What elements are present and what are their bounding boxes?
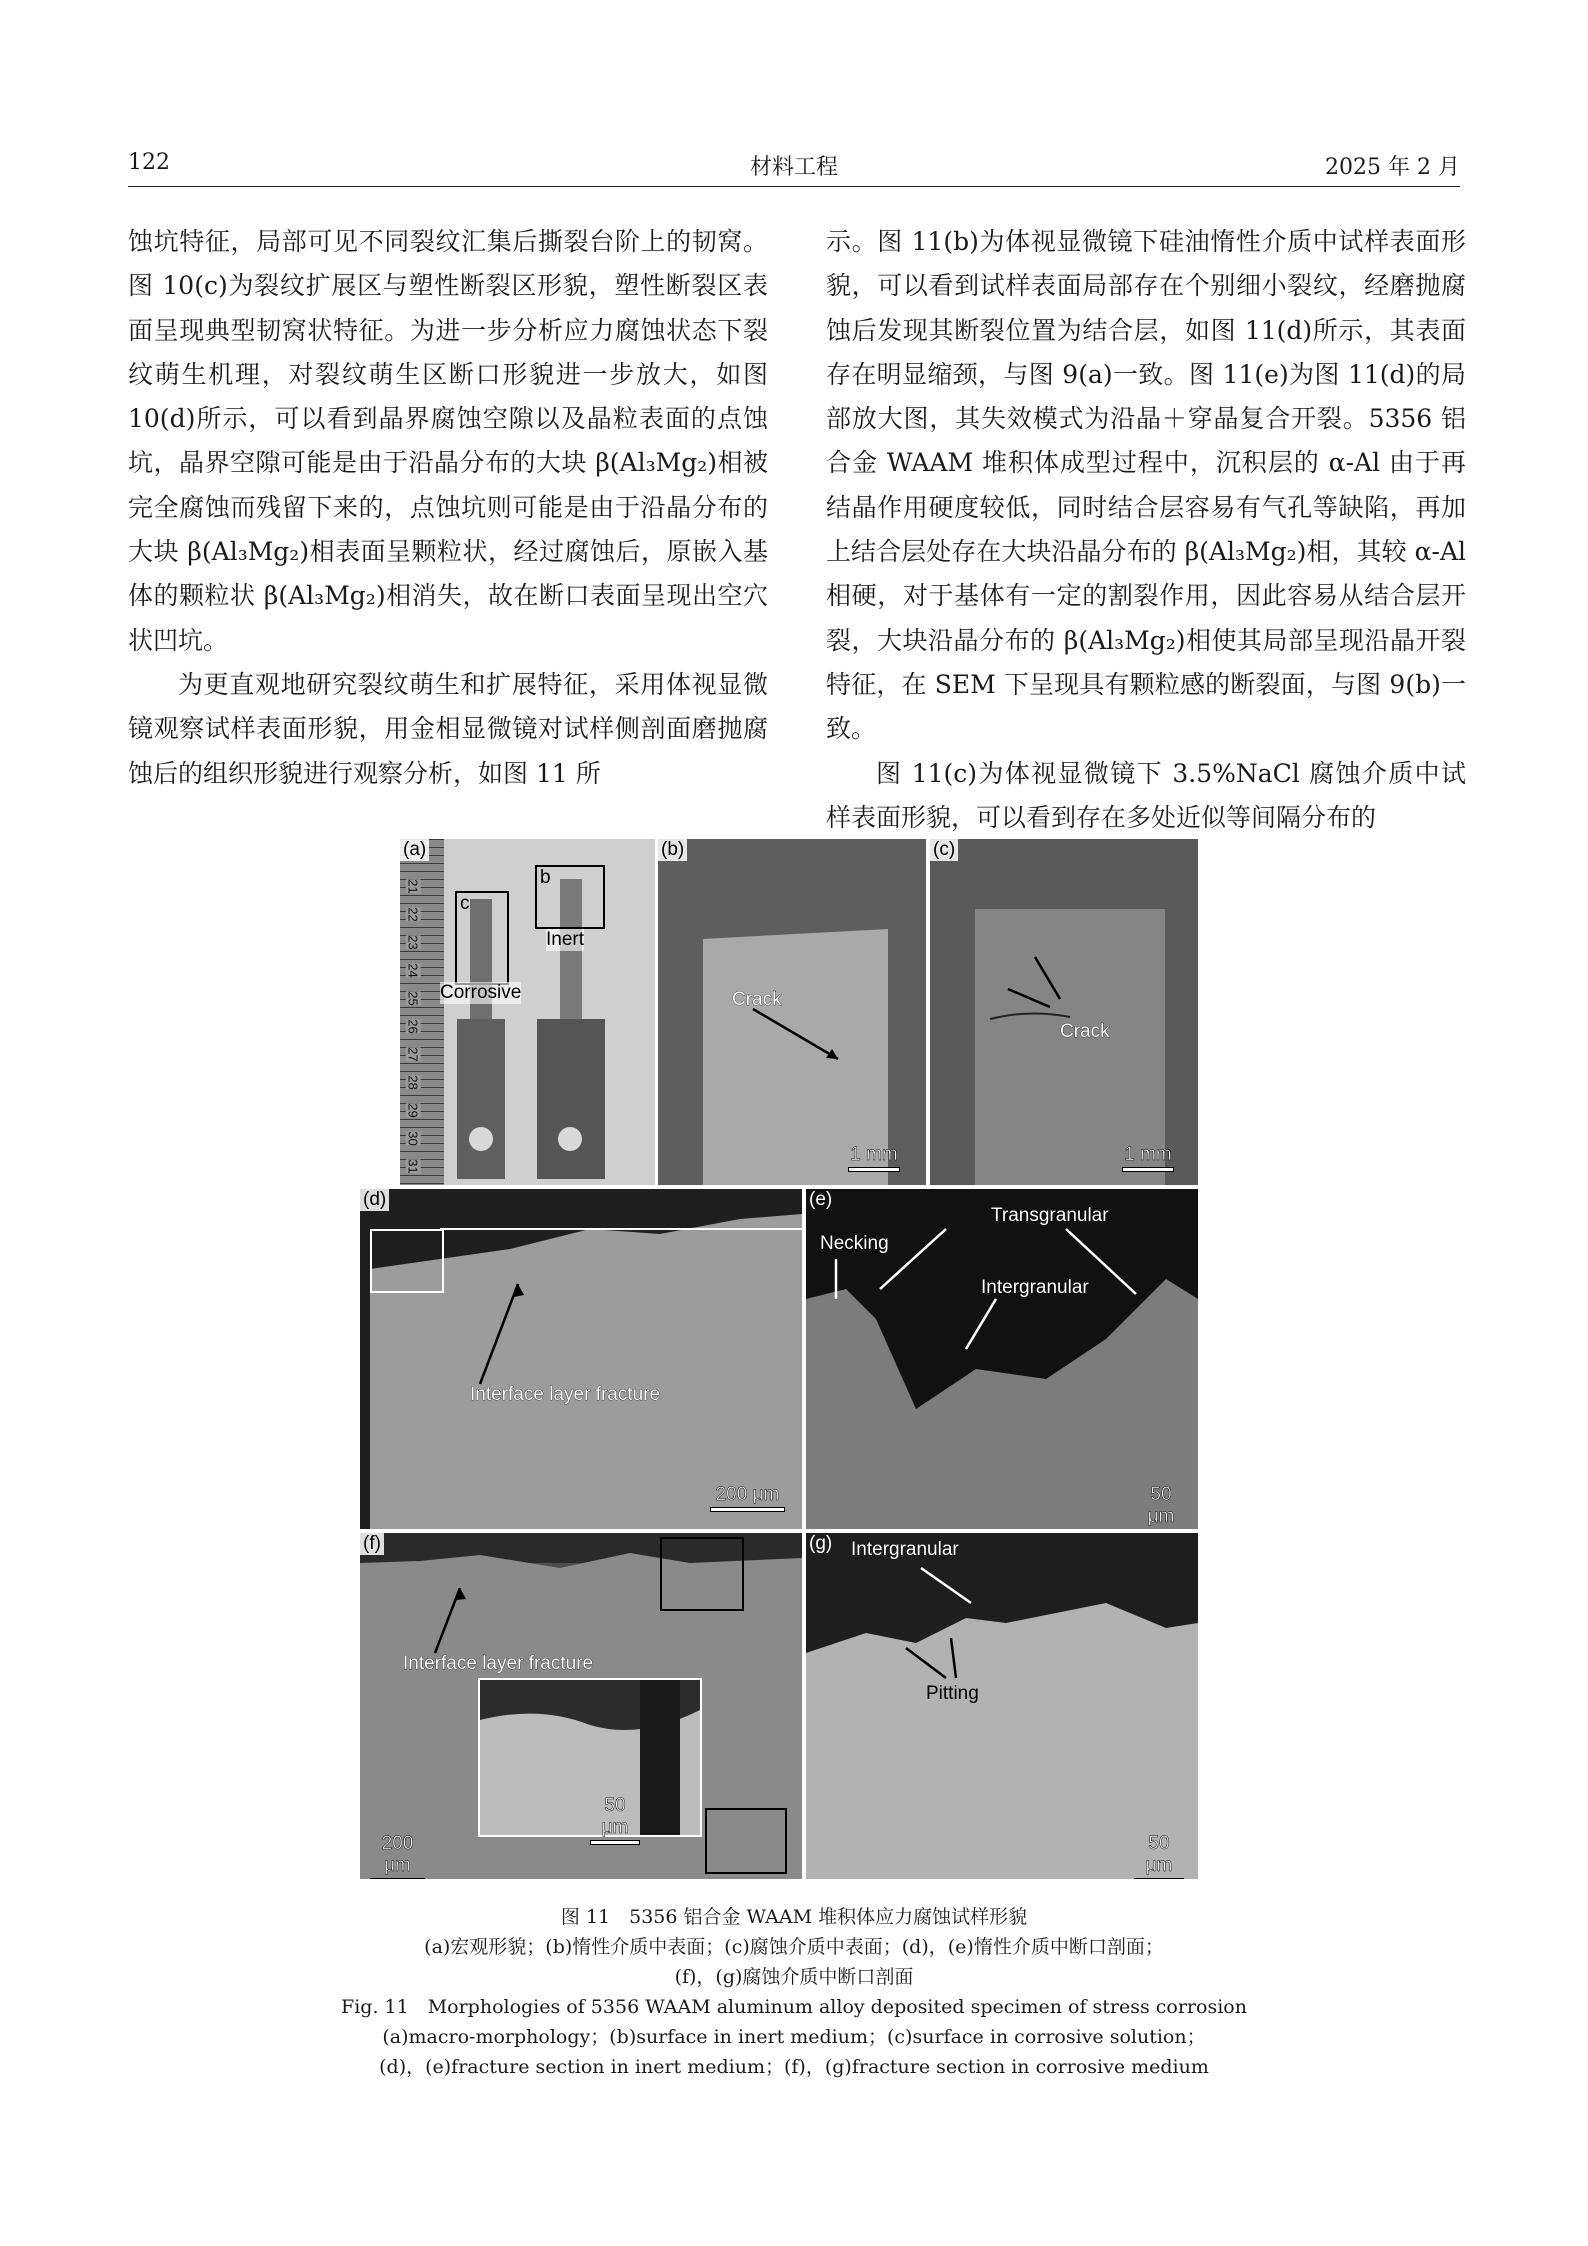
ruler-mark: 24 xyxy=(405,963,421,978)
panel-a-label: (a) xyxy=(400,839,429,861)
left-column xyxy=(128,220,768,796)
scale-bar-f-line xyxy=(370,1878,425,1879)
caption-cn-line2: (f)，(g)腐蚀介质中断口剖面 xyxy=(674,1966,914,1988)
scale-bar-d-line xyxy=(710,1507,785,1512)
caption-cn-title: 图 11 5356 铝合金 WAAM 堆积体应力腐蚀试样形貌 xyxy=(560,1906,1028,1928)
panel-e-label: (e) xyxy=(809,1189,833,1210)
scale-label-e: 50 μm xyxy=(1147,1484,1175,1527)
scale-label-f: 200 μm xyxy=(381,1833,414,1876)
box-b-label: b xyxy=(540,867,551,888)
right-paragraph-2: 图 11(c)为体视显微镜下 3.5%NaCl 腐蚀介质中试样表面形貌，可以看到存在多处近似等间隔分布的 xyxy=(826,758,1466,832)
ruler-mark: 25 xyxy=(405,991,421,1006)
box-c-label: c xyxy=(460,893,470,914)
ruler-mark: 27 xyxy=(405,1047,421,1062)
scale-bar-f-inset xyxy=(590,1795,640,1845)
running-header xyxy=(128,146,1460,187)
right-paragraph-1: 示。图 11(b)为体视显微镜下硅油惰性介质中试样表面形貌，可以看到试样表面局部存在个别细小裂纹，经磨抛腐蚀后发现其断裂位置为结合层，如图 11(d)所示，其表面存在明显缩颈，与图 9(a)一致。图 11(e)为图 11(d)的局部放大图，其失效模式为沿晶＋穿晶复合开裂。5356 铝合金 WAAM 堆积体成型过程中，沉积层的 α-Al 由于再结晶作用硬度较低，同时结合层容易有气孔等缺陷，再加上结合层处存在大块沿晶分布的 β(Al₃Mg₂)相，其较 α-Al 相硬，对于基体有一定的割裂作用，因此容易从结合层开裂，大块沿晶分布的 β(Al₃Mg₂)相使其局部呈现沿晶开裂特征，在 SEM 下呈现具有颗粒感的断裂面，与图 9(b)一致。 xyxy=(826,227,1466,744)
panel-e xyxy=(806,1189,1198,1529)
figure-11 xyxy=(360,839,1228,1879)
ruler-mark: 30 xyxy=(405,1131,421,1146)
inset-box-d xyxy=(370,1229,444,1293)
panel-g xyxy=(806,1533,1198,1879)
scale-label-d: 200 μm xyxy=(715,1484,780,1505)
inert-label: Inert xyxy=(546,929,585,950)
scale-bar-d xyxy=(710,1484,785,1512)
scale-bar-b xyxy=(848,1144,900,1172)
intergranular-label-g: Intergranular xyxy=(851,1539,959,1560)
inset-f xyxy=(478,1678,702,1837)
right-column xyxy=(826,220,1466,840)
page-number: 122 xyxy=(128,150,170,175)
panel-c-label: (c) xyxy=(930,839,958,861)
inset-box-f-top xyxy=(660,1537,744,1611)
ruler-mark: 22 xyxy=(405,907,421,922)
issue-date: 2025 年 2 月 xyxy=(1325,155,1460,180)
scale-label-c: 1 mm xyxy=(1124,1144,1172,1165)
interface-fracture-label-f: Interface layer fracture xyxy=(403,1653,594,1674)
panel-f xyxy=(360,1533,802,1879)
caption-cn-line1: (a)宏观形貌；(b)惰性介质中表面；(c)腐蚀介质中表面；(d)，(e)惰性介质中断口剖面； xyxy=(424,1936,1164,1958)
inset-box-f-bottom xyxy=(705,1808,787,1874)
caption-en-title: Fig. 11 Morphologies of 5356 WAAM aluminum alloy deposited specimen of stress corrosion xyxy=(341,1996,1247,2018)
left-paragraph-1: 蚀坑特征，局部可见不同裂纹汇集后撕裂台阶上的韧窝。图 10(c)为裂纹扩展区与塑性断裂区形貌，塑性断裂区表面呈现典型韧窝状特征。为进一步分析应力腐蚀状态下裂纹萌生机理，对裂纹萌生区断口形貌进一步放大，如图 10(d)所示，可以看到晶界腐蚀空隙以及晶粒表面的点蚀坑，晶界空隙可能是由于沿晶分布的大块 β(Al₃Mg₂)相被完全腐蚀而残留下来的，点蚀坑则可能是由于沿晶分布的大块 β(Al₃Mg₂)相表面呈颗粒状，经过腐蚀后，原嵌入基体的颗粒状 β(Al₃Mg₂)相消失，故在断口表面呈现出空穴状凹坑。 xyxy=(128,227,768,655)
scale-bar-g xyxy=(1134,1833,1184,1879)
panel-c-image xyxy=(930,839,1198,1185)
ruler-mark: 31 xyxy=(405,1159,421,1174)
scale-bar-c-line xyxy=(1122,1167,1174,1172)
ruler-mark: 26 xyxy=(405,1019,421,1034)
intergranular-label-e: Intergranular xyxy=(981,1277,1089,1298)
scale-bar-g-line xyxy=(1134,1878,1184,1879)
crack-label-c: Crack xyxy=(1060,1021,1110,1042)
corrosive-label: Corrosive xyxy=(440,982,522,1003)
panel-b-image xyxy=(658,839,926,1185)
ruler-mark: 23 xyxy=(405,935,421,950)
panel-g-label: (g) xyxy=(809,1533,833,1554)
ruler-mark: 29 xyxy=(405,1103,421,1118)
left-paragraph-2: 为更直观地研究裂纹萌生和扩展特征，采用体视显微镜观察试样表面形貌，用金相显微镜对试样侧剖面磨抛腐蚀后的组织形貌进行观察分析，如图 11 所 xyxy=(128,669,768,788)
caption-en-line2: (d)，(e)fracture section in inert medium；(f)，(g)fracture section in corrosive medium xyxy=(379,2056,1209,2078)
interface-fracture-label-d: Interface layer fracture xyxy=(470,1384,661,1405)
transgranular-label: Transgranular xyxy=(991,1205,1109,1226)
figure-caption xyxy=(128,1902,1460,2082)
panel-g-image xyxy=(806,1533,1198,1879)
ruler-mark: 28 xyxy=(405,1075,421,1090)
caption-en-line1: (a)macro-morphology；(b)surface in inert medium；(c)surface in corrosive solution； xyxy=(382,2026,1206,2048)
scale-label-g: 50 μm xyxy=(1145,1833,1173,1876)
crack-label-b: Crack xyxy=(732,989,782,1010)
ruler-mark: 21 xyxy=(405,879,421,894)
panel-d xyxy=(360,1189,802,1529)
panel-c xyxy=(930,839,1198,1185)
necking-label: Necking xyxy=(820,1233,889,1254)
panel-b-label: (b) xyxy=(658,839,687,861)
pitting-label: Pitting xyxy=(926,1683,979,1704)
scale-bar-f-inset-line xyxy=(590,1840,640,1845)
scale-label-b: 1 mm xyxy=(850,1144,898,1165)
scale-bar-f xyxy=(370,1833,425,1879)
scale-bar-c xyxy=(1122,1144,1174,1172)
scale-bar-e xyxy=(1136,1484,1186,1529)
specimen-photo xyxy=(400,839,655,1185)
journal-name: 材料工程 xyxy=(749,155,838,180)
panel-b xyxy=(658,839,926,1185)
panel-f-label: (f) xyxy=(360,1533,384,1555)
scale-label-f-inset: 50 μm xyxy=(601,1795,629,1838)
panel-a xyxy=(400,839,655,1185)
panel-d-label: (d) xyxy=(360,1189,389,1211)
scale-bar-b-line xyxy=(848,1167,900,1172)
